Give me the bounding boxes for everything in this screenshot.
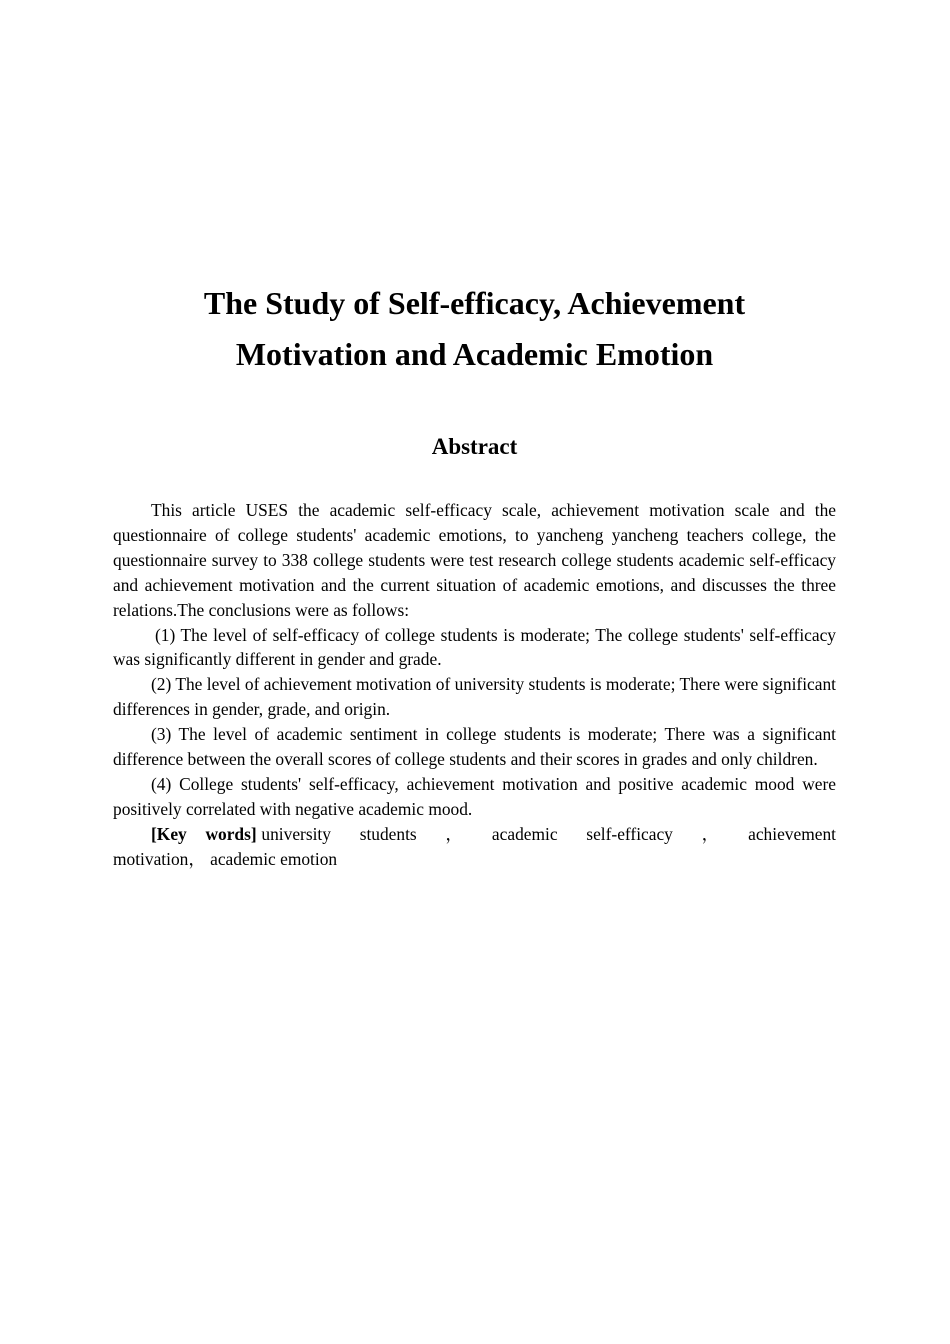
abstract-conclusion-4: (4) College students' self-efficacy, achievement motivation and positive academic mood were positively correlated with negative academic mood. xyxy=(113,773,836,819)
abstract-conclusion-3: (3) The level of academic sentiment in college students is moderate; There was a significant difference between the overall scores of college students and their scores in grades and only children. xyxy=(113,724,836,770)
abstract-conclusion-2: (2) The level of achievement motivation of university students is moderate; There were significant differences in gender, grade, and origin. xyxy=(113,674,836,720)
abstract-heading: Abstract xyxy=(431,434,518,459)
abstract-paragraph-intro: This article USES the academic self-efficacy scale, achievement motivation scale and the questionnaire of college students' academic emotions, to yancheng yancheng teachers college, the questionnaire survey to 338 college students were test research college students academic self-efficacy and achievement motivation and the current situation of academic emotions, and discusses the three relations.The conclusions were as follows: xyxy=(113,500,836,620)
keywords-last: academic emotion xyxy=(210,848,338,869)
keywords-label: [Key words] xyxy=(151,823,257,844)
paper-title-line-2: Motivation and Academic Emotion xyxy=(235,336,714,372)
abstract-conclusion-1: (1) The level of self-efficacy of college students is moderate; The college students' self-efficacy was significantly different in gender and grade. xyxy=(113,624,836,670)
keywords-line xyxy=(113,822,836,872)
paper-title xyxy=(113,278,836,380)
abstract-body xyxy=(113,498,836,872)
paper-title-line-1: The Study of Self-efficacy, Achievement xyxy=(203,285,746,321)
keywords-list: university students ， academic self-efficacy ， achievement motivation， xyxy=(113,823,836,869)
